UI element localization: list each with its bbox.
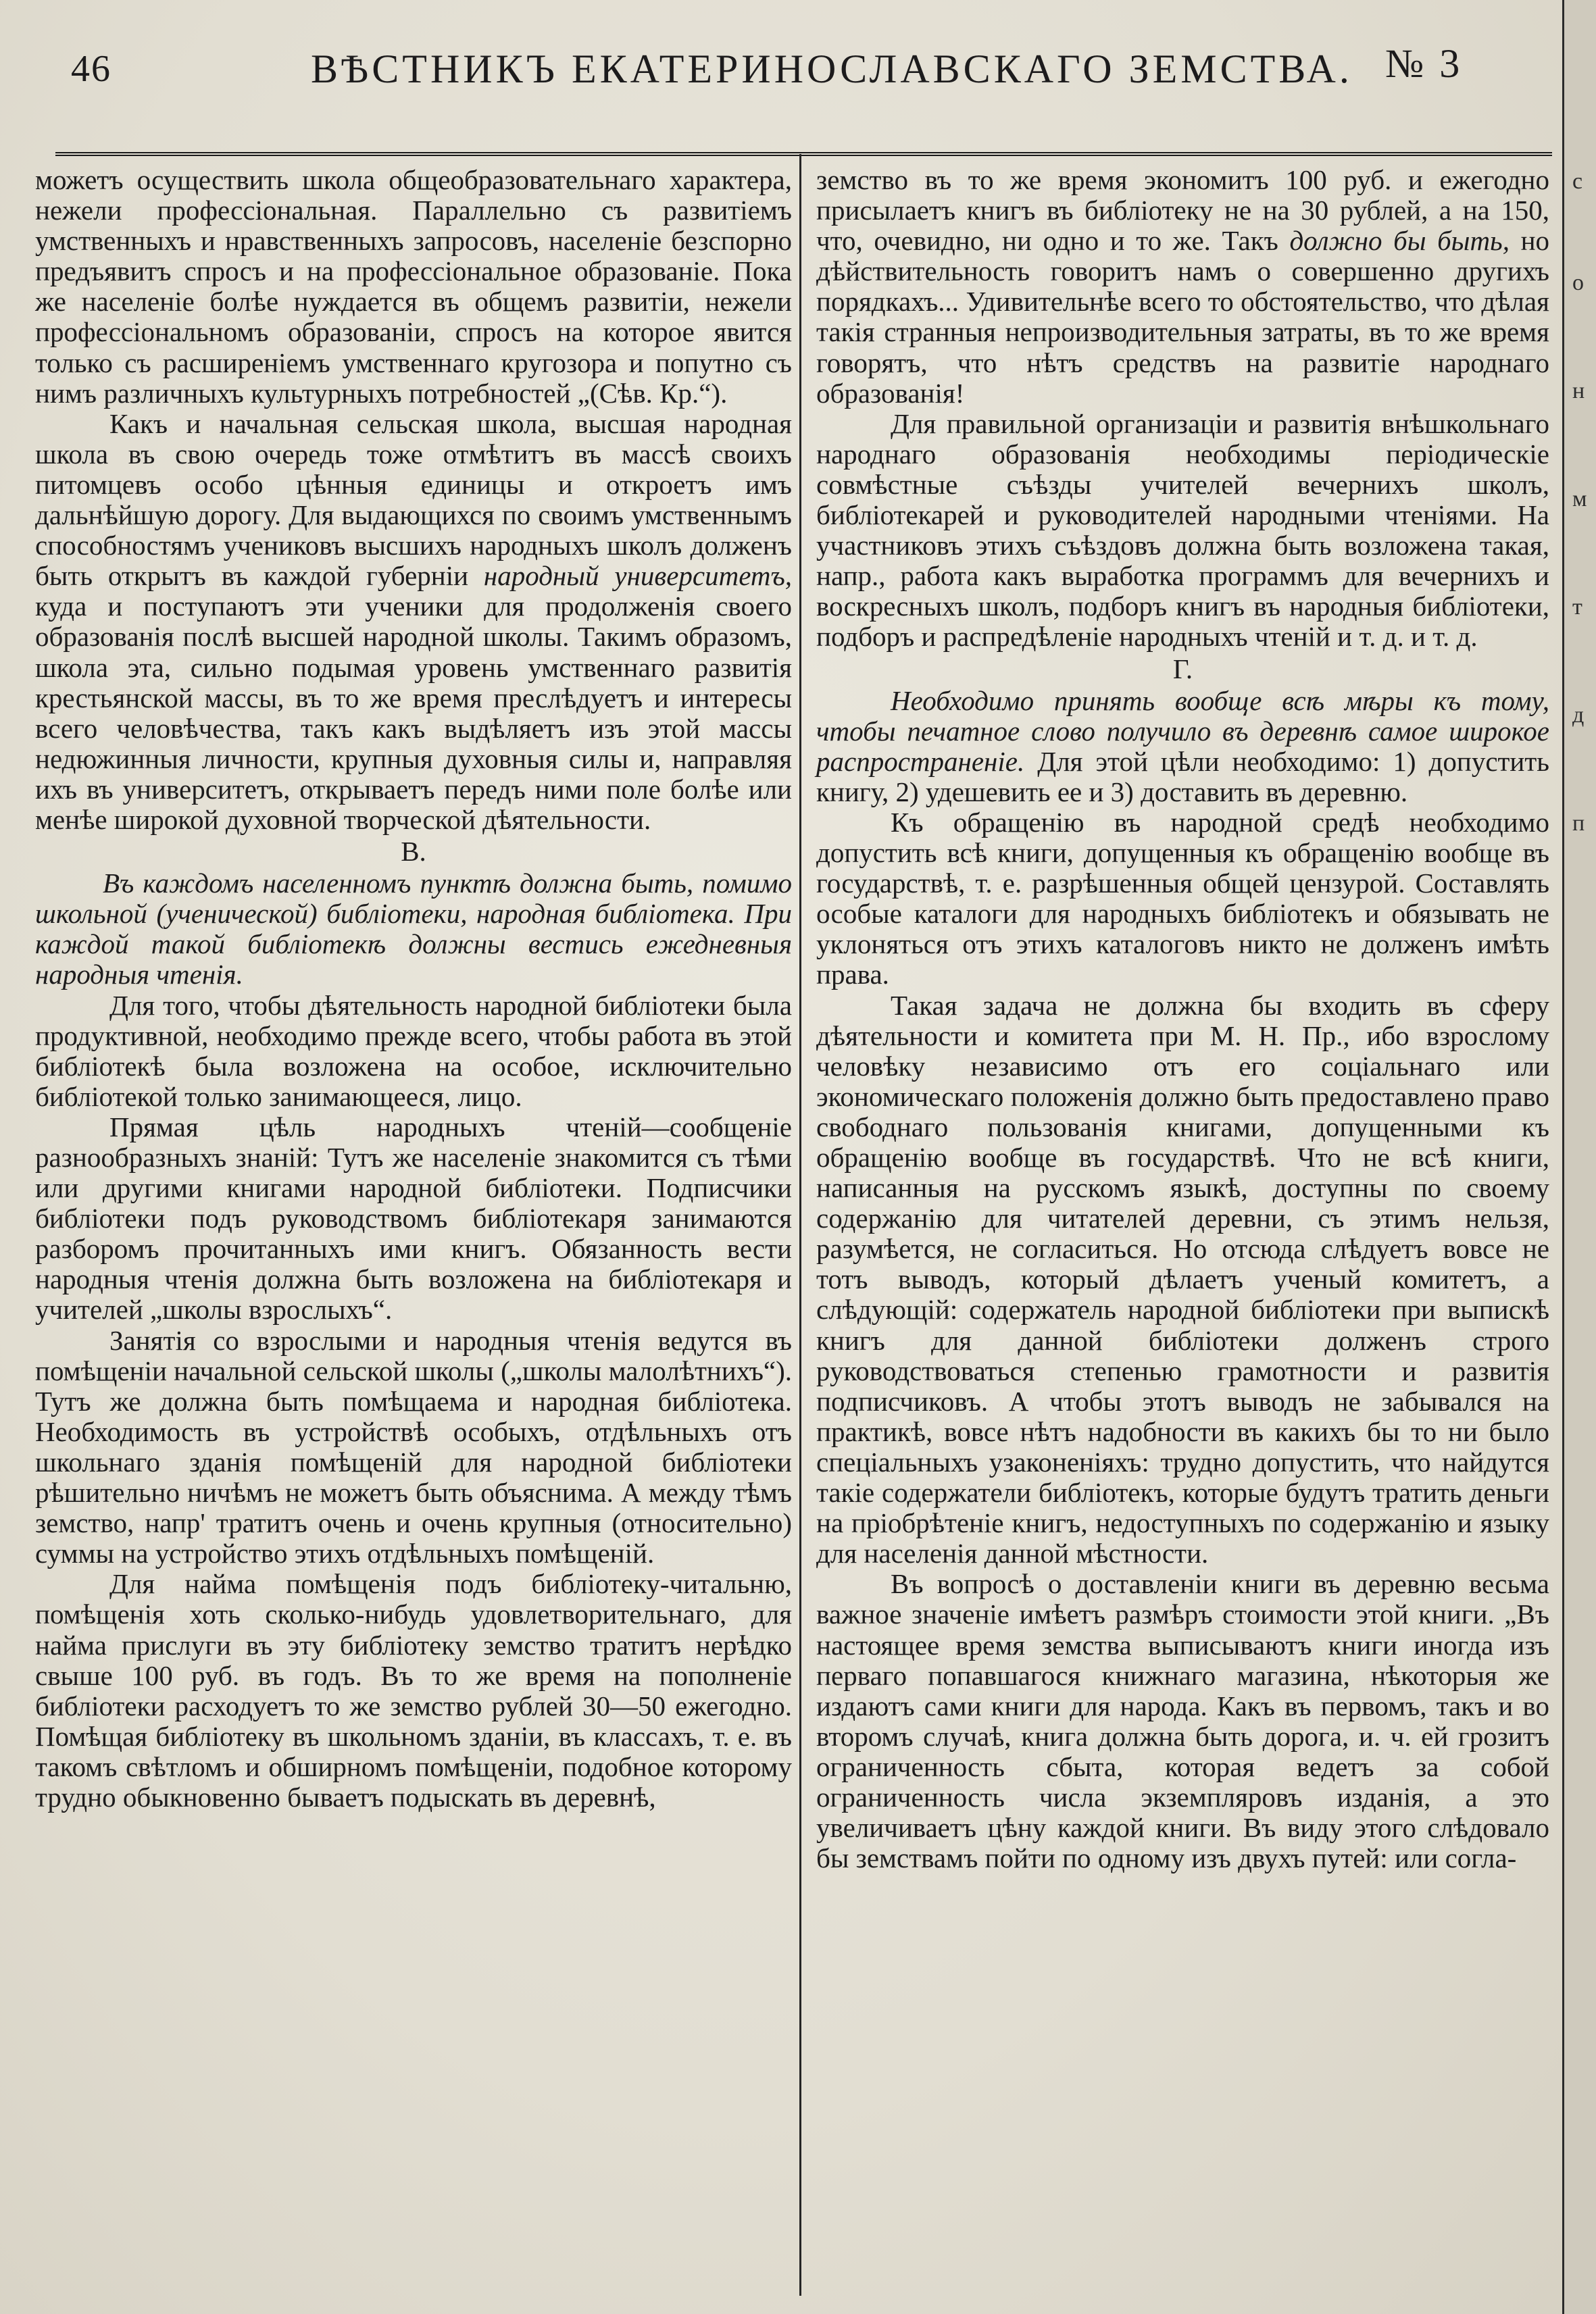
paragraph: Прямая цѣль народныхъ чтеній—сообщеніе разнообразныхъ знаній: Тутъ же населеніе знакомится съ тѣми или другими книгами народной библіотеки. Подписчики библіотеки подъ руководствомъ библіотекаря занимаются разборомъ прочитанныхъ ими книгъ. Обязанность вести народныя чтенія должна быть возложена на библіотекаря и учителей „школы взрослыхъ“. — [35, 1111, 792, 1326]
paragraph: Занятія со взрослыми и народныя чтенія ведутся въ помѣщеніи начальной сельской школы („школы малолѣтнихъ“). Тутъ же должна быть помѣщаема и народная библіотека. Необходимость въ устройствѣ особыхъ, отдѣльныхъ отъ школьнаго зданія помѣщеній для народной библіотеки рѣшительно ничѣмъ не можетъ быть объяснима. А между тѣмъ земство, напр' тратитъ очень и очень крупныя (относительно) суммы на устройство этихъ отдѣльныхъ помѣщеній. — [35, 1324, 792, 1569]
paragraph: Такая задача не должна бы входить въ сферу дѣятельности и комитета при М. Н. Пр., ибо взрослому человѣку независимо отъ его соціальнаго или экономическаго положенія должно быть предоставлено право свободнаго пользованія книгами, допущенными къ обращенію вообще въ государствѣ. Что не всѣ книги, написанныя на русскомъ языкѣ, доступны по своему содержанію для читателей деревни, съ этимъ нельзя, разумѣется, не согласиться. Но отсюда слѣдуетъ вовсе не тотъ выводъ, который дѣлаетъ ученый комитетъ, а слѣдующій: содержатель народной библіотеки при выпискѣ книгъ для данной библіотеки долженъ строго руководствоваться степенью грамотности и развитія подписчиковъ. А чтобы этотъ выводъ не забывался на практикѣ, вовсе нѣтъ надобности въ какихъ бы то ни было спеціальныхъ узаконеніяхъ: трудно допустить, что найдутся такіе содержатели библіотекъ, которые будутъ тратить деньги на пріобрѣтеніе книгъ, недоступныхъ по содержанію и языку для населенія данной мѣстности. — [816, 989, 1549, 1569]
paragraph — [816, 686, 1549, 807]
page-number: 46 — [71, 48, 111, 90]
emphasis: Необходимо принять вообще всѣ мѣры къ тому, чтобы печатное слово получило въ деревнѣ самое широкое распространеніе. — [816, 684, 1549, 777]
thesis-italic: Въ каждомъ населенномъ пунктѣ должна быть, помимо школьной (ученической) библіотеки, народная библіотека. При каждой такой библіотекѣ должны вестись ежедневныя народныя чтенія. — [35, 867, 792, 990]
edge-fragment: м — [1572, 486, 1587, 511]
text-run: куда и поступаютъ эти ученики для продолженія своего образованія послѣ высшей народной школы. Такимъ образомъ, школа эта, сильно подымая уровень умственнаго развитія крестьянской массы, въ то же время преслѣдуетъ и интересы всего человѣчества, такъ какъ выдѣляетъ изъ этой массы недюжинныя личности, крупныя духовныя силы и, направляя ихъ въ университетъ, открываетъ передъ ними поле болѣе или менѣе широкой духовной творческой дѣятельности. — [35, 590, 792, 835]
emphasis: должно бы быть, — [1289, 225, 1510, 257]
paragraph — [816, 165, 1549, 409]
edge-fragment: т — [1572, 595, 1582, 620]
issue-number: № 3 — [1385, 41, 1463, 86]
left-column — [35, 165, 792, 1813]
paragraph: можетъ осуществить школа общеобразовательнаго характера, нежели профессіональная. Параллельно съ развитіемъ умственныхъ и нравственныхъ запросовъ, населеніе безспорно предъявитъ спросъ и на профессіональное образованіе. Пока же населеніе болѣе нуждается въ общемъ развитіи, нежели профессіональномъ образованіи, спросъ на которое явится только съ расширеніемъ умственнаго кругозора и попутно съ нимъ различныхъ культурныхъ потребностей „(Сѣв. Кр.“). — [35, 164, 792, 409]
paragraph: Въ вопросѣ о доставленіи книги въ деревню весьма важное значеніе имѣетъ размѣръ стоимости этой книги. „Въ настоящее время земства выписываютъ книги иногда изъ перваго попавшагося книжнаго магазина, нѣкоторыя же издаютъ сами книги для народа. Какъ въ первомъ, такъ и во второмъ случаѣ, книга должна быть дорога, и. ч. ей грозитъ ограниченность сбыта, которая ведетъ за собой ограниченность числа экземпляровъ изданія, а это увеличиваетъ цѣну каждой книги. Въ виду этого слѣдовало бы земствамъ пойти по одному изъ двухъ путей: или согла- — [816, 1568, 1549, 1874]
journal-title: ВѢСТНИКЪ ЕКАТЕРИНОСЛАВСКАГО ЗЕМСТВА. — [311, 47, 1353, 91]
text-run: но дѣйствительность говоритъ намъ о совершенно другихъ порядкахъ... Удивительнѣе всего то обстоятельство, что дѣлая такія странныя непроизводительныя затраты, въ то же время говорятъ, что нѣтъ средствъ на развитіе народнаго образованія! — [816, 225, 1550, 409]
section-letter: В. — [401, 836, 426, 867]
section-letter: Г. — [1172, 653, 1193, 684]
column-divider — [799, 154, 801, 2296]
text-run: земство въ то же время экономитъ 100 руб. и ежегодно присылаетъ книгъ въ библіотеку не на 30 рублей, а на 150, что, очевидно, ни одно и то же. Такъ — [816, 164, 1549, 257]
text-run: Для этой цѣли необходимо: 1) допустить книгу, 2) удешевить ее и 3) доставить въ деревню. — [816, 745, 1549, 807]
right-column — [816, 165, 1549, 1873]
emphasis: народный университетъ, — [483, 560, 793, 592]
edge-fragment: д — [1572, 703, 1585, 728]
paragraph: Для найма помѣщенія подъ библіотеку-читальню, помѣщенія хоть сколько-нибудь удовлетворительнаго, для найма прислуги въ эту библіотеку земство тратитъ нерѣдко свыше 100 руб. въ годъ. Въ то же время на пополненіе библіотеки расходуетъ то же земство рублей 30—50 ежегодно. Помѣщая библіотеку въ школьномъ зданіи, въ классахъ, т. е. въ такомъ свѣтломъ и обширномъ помѣщеніи, подобное которому трудно обыкновенно бываетъ подыскать въ деревнѣ, — [35, 1568, 792, 1813]
header-rule — [55, 152, 1552, 156]
edge-fragment: с — [1572, 169, 1583, 194]
paragraph: Для правильной организаціи и развитія внѣшкольнаго народнаго образованія необходимы періодическіе совмѣстные съѣзды учителей вечернихъ школъ, библіотекарей и руководителей народными чтеніями. На участниковъ этихъ съѣздовъ должна быть возложена такая, напр., работа какъ выработка программъ для вечернихъ и воскресныхъ школъ, подборъ книгъ въ народныя библіотеки, подборъ и распредѣленіе народныхъ чтеній и т. д. и т. д. — [816, 407, 1549, 653]
edge-fragment: о — [1572, 270, 1584, 295]
text-run: Какъ и начальная сельская школа, высшая народная школа въ свою очередь тоже отмѣтитъ въ массѣ своихъ питомцевъ особо цѣнныя единицы и откроетъ имъ дальнѣйшую дорогу. Для выдающихся по своимъ умственнымъ способностямъ учениковъ высшихъ народныхъ школъ долженъ быть открытъ въ каждой губерніи — [35, 407, 792, 592]
paragraph: Для того, чтобы дѣятельность народной библіотеки была продуктивной, необходимо прежде всего, чтобы работа въ этой библіотекѣ была возложена на особое, исключительно библіотекой только занимающееся, лицо. — [35, 989, 792, 1112]
edge-fragment: п — [1572, 811, 1585, 836]
paragraph: Къ обращенію въ народной средѣ необходимо допустить всѣ книги, допущенныя къ обращенію вообще въ государствѣ, т. е. разрѣшенныя общей цензурой. Составлять особые каталоги для народныхъ библіотекъ и обязывать не уклоняться отъ этихъ каталоговъ никто не долженъ имѣть права. — [816, 806, 1549, 990]
adjacent-page-edge — [1562, 0, 1596, 2314]
paragraph — [35, 409, 792, 835]
edge-fragment: н — [1572, 378, 1585, 403]
